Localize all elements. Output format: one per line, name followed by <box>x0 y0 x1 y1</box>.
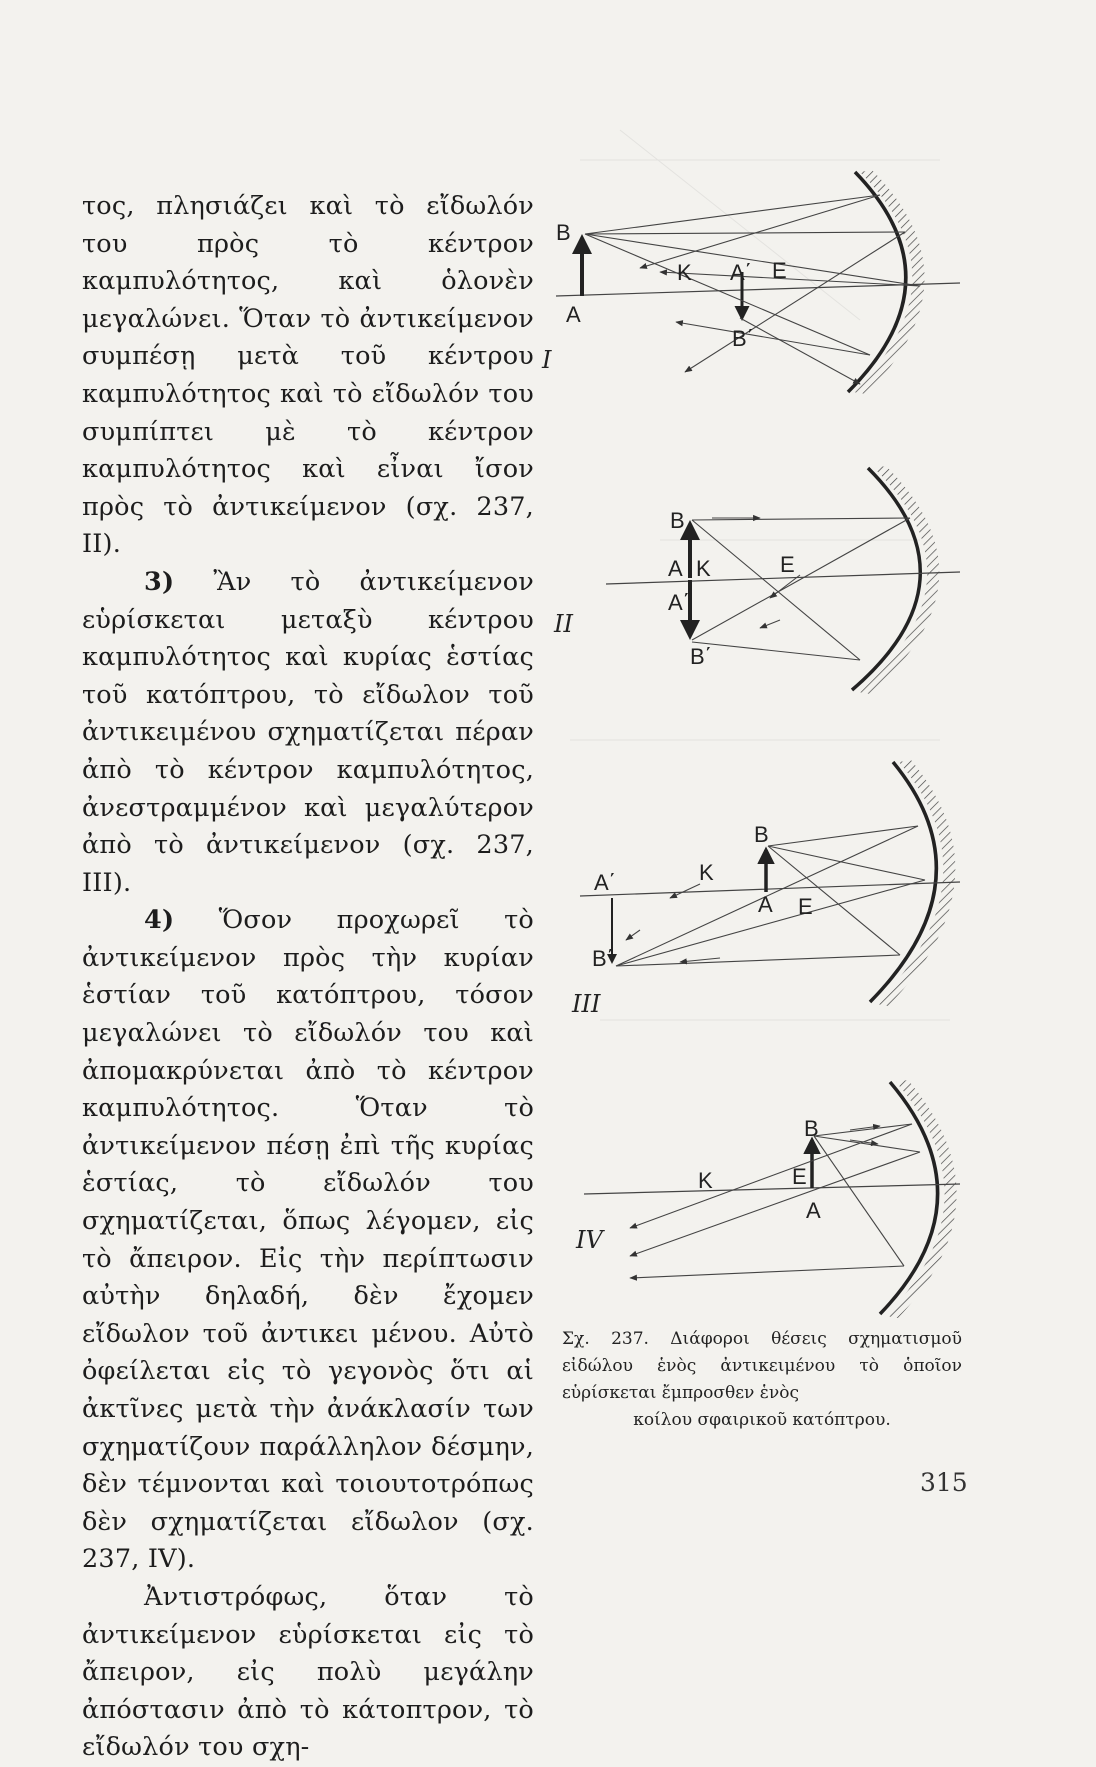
numeral-I: I <box>542 346 552 374</box>
label-K-IV: K <box>698 1168 713 1193</box>
figure-I <box>541 170 960 394</box>
label-E-II: E <box>780 552 795 577</box>
label-A-II: A <box>668 556 683 581</box>
label-A-III: A <box>758 892 773 917</box>
label-Bprime-II: B΄ <box>690 644 712 669</box>
paragraph-3-text: Ὅσον προχωρεῖ τὸ ἀντικείμενον πρὸς τὴν κυρίαν ἑστίαν τοῦ κατόπτρου, τόσον μεγαλώνει τὸ εἴδωλόν του καὶ ἀπομακρύνεται ἀπὸ τὸ κέντρον καμπυλότητος. Ὅταν τὸ ἀντικείμενον πέσῃ ἐπὶ τῆς κυρίας ἑστίας, τὸ εἴδωλόν του σχηματίζεται, ὅπως λέγομεν, εἰς τὸ ἄπειρον. Εἰς τὴν περίπτωσιν αὐτὴν δηλαδή, δὲν ἔχομεν εἴδωλον τοῦ ἀντικει μένου. Αὐτὸ ὀφείλεται εἰς τὸ γεγονὸς ὅτι αἱ ἀκτῖνες μετὰ τὴν ἀνάκλασίν των σχηματίζουν παράλληλον δέσμην, δὲν τέμνονται καὶ τοιουτοτρόπως δὲν σχηματίζεται εἴδωλον (σχ. 237, IV). <box>82 905 534 1575</box>
paragraph-2-text: Ἂν τὸ ἀντικείμενον εὑρίσκεται μεταξὺ κέντρου καμπυλότητος καὶ κυρίας ἑστίας τοῦ κατόπτρου, τὸ εἴδωλον τοῦ ἀντικειμένου σχηματίζεται πέραν ἀπὸ τὸ κέντρον καμπυλότητος, ἀνεστραμμένον καὶ μεγαλύτερον ἀπὸ τὸ ἀντικείμενον (σχ. 237, III). <box>82 566 534 898</box>
label-Aprime-II: A΄ <box>668 590 690 615</box>
numeral-III: III <box>572 990 601 1018</box>
page-number: 315 <box>920 1468 968 1497</box>
label-A-I: A <box>566 302 581 327</box>
paragraph-1: τος, πλησιάζει καὶ τὸ εἴδωλόν του πρὸς τὸ κέντρον καμπυλότητος, καὶ ὁλονὲν μεγαλώνει. Ὅταν τὸ ἀντικείμενον συμπέσῃ μετὰ τοῦ κέντρου καμπυλότητος καὶ τὸ εἴδωλόν του συμπίπτει μὲ τὸ κέντρον καμπυλότητος καὶ εἶναι ἴσον πρὸς τὸ ἀντικείμενον (σχ. 237, II). <box>82 191 534 560</box>
figure-IV <box>575 1080 960 1318</box>
label-K-III: K <box>699 860 714 885</box>
label-A-IV: A <box>806 1198 821 1223</box>
label-K-II: K <box>696 556 711 581</box>
label-Bprime-III: B΄ <box>592 946 614 971</box>
label-E-III: E <box>798 894 813 919</box>
axis-IV <box>584 1184 960 1194</box>
label-B-III: B <box>754 822 769 847</box>
mirror-hatch-I <box>853 170 925 394</box>
paragraph-4: Ἀντιστρόφως, ὅταν τὸ ἀντικείμενον εὑρίσκεται εἰς τὸ ἄπειρον, εἰς πολὺ μεγάλην ἀπόστασιν ἀπὸ τὸ κάτοπτρον, τὸ εἴδωλόν του σχη- <box>82 1581 534 1763</box>
label-B-IV: B <box>804 1116 819 1141</box>
label-B-I: B <box>556 220 571 245</box>
numeral-II: II <box>554 610 573 638</box>
figure-III <box>571 760 960 1018</box>
label-B-II: B <box>670 508 685 533</box>
rays-II <box>692 518 910 660</box>
label-Aprime-I: A΄ <box>730 260 752 285</box>
label-Bprime-I: B΄ <box>732 326 754 351</box>
label-K-I: K <box>677 260 692 285</box>
label-Aprime-III: A΄ <box>594 870 616 895</box>
paragraph-2-number: 3) <box>144 566 175 597</box>
caption-text: Σχ. 237. Διάφοροι θέσεις σχηματισμοῦ εἰδώλου ἑνὸς ἀντικειμένου τὸ ὁποῖον εὑρίσκεται ἔμπροσθεν ἑνὸς <box>562 1329 962 1403</box>
numeral-IV: IV <box>576 1226 603 1254</box>
paragraph-3-number: 4) <box>144 905 175 936</box>
mirror-hatch-IV <box>886 1080 957 1318</box>
figure-II <box>553 466 960 694</box>
figure-caption <box>562 1326 962 1434</box>
rays-IV <box>630 1124 920 1278</box>
caption-last-line: κοίλου σφαιρικοῦ κατόπτρου. <box>633 1410 891 1430</box>
mirror-hatch-II <box>858 466 939 694</box>
label-E-I: E <box>772 258 787 283</box>
label-E-IV: E <box>792 1164 807 1189</box>
